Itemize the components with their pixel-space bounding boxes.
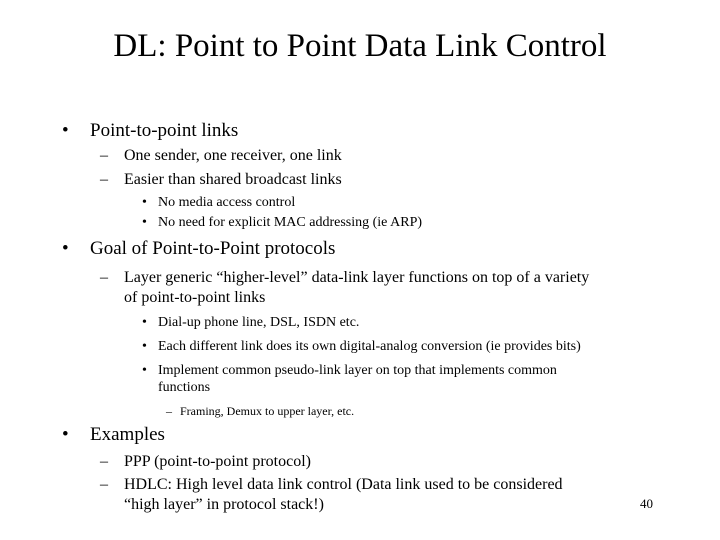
page-number: 40 bbox=[640, 496, 653, 511]
list-item-continuation: of point-to-point links bbox=[124, 289, 266, 306]
list-item: PPP (point-to-point protocol) bbox=[124, 453, 311, 470]
dash-marker: – bbox=[100, 476, 108, 493]
dash-marker: – bbox=[100, 171, 108, 188]
list-item: Examples bbox=[90, 424, 165, 445]
list-item: Framing, Demux to upper layer, etc. bbox=[180, 404, 355, 418]
list-item: Point-to-point links bbox=[90, 120, 239, 141]
list-item: Implement common pseudo-link layer on top that implements common bbox=[158, 363, 557, 378]
bullet-marker: • bbox=[142, 315, 147, 330]
list-item-continuation: functions bbox=[158, 380, 211, 395]
dash-marker: – bbox=[166, 404, 172, 418]
list-item: No need for explicit MAC addressing (ie ARP) bbox=[158, 215, 423, 230]
list-item: One sender, one receiver, one link bbox=[124, 147, 342, 164]
bullet-marker: • bbox=[62, 120, 69, 141]
dash-marker: – bbox=[100, 453, 108, 470]
bullet-marker: • bbox=[62, 424, 69, 445]
slide-title: DL: Point to Point Data Link Control bbox=[113, 28, 607, 64]
bullet-marker: • bbox=[142, 195, 147, 210]
bullet-marker: • bbox=[142, 363, 147, 378]
list-item: Layer generic “higher-level” data-link layer functions on top of a variety bbox=[124, 269, 590, 286]
list-item: Easier than shared broadcast links bbox=[124, 171, 342, 188]
list-item: Dial-up phone line, DSL, ISDN etc. bbox=[158, 315, 360, 330]
bullet-marker: • bbox=[142, 215, 147, 230]
bullet-marker: • bbox=[62, 238, 69, 259]
list-item: No media access control bbox=[158, 195, 296, 210]
list-item-continuation: “high layer” in protocol stack!) bbox=[124, 496, 324, 513]
bullet-marker: • bbox=[142, 339, 147, 354]
dash-marker: – bbox=[100, 147, 108, 164]
list-item: HDLC: High level data link control (Data link used to be considered bbox=[124, 476, 563, 493]
list-item: Each different link does its own digital-analog conversion (ie provides bits) bbox=[158, 339, 581, 354]
dash-marker: – bbox=[100, 269, 108, 286]
list-item: Goal of Point-to-Point protocols bbox=[90, 238, 336, 259]
